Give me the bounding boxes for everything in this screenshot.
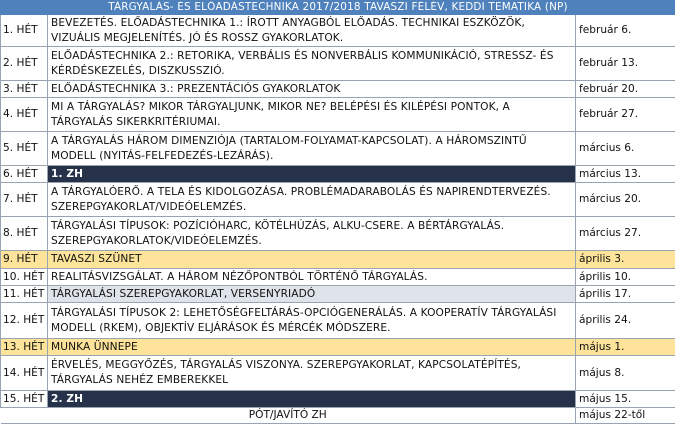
week-cell: 6. HÉT [1,166,48,183]
table-row [1,98,675,132]
topic-cell: REALITÁSVIZSGÁLAT. A HÁROM NÉZŐPONTBÓL TÖRTÉNŐ TÁRGYALÁS. [48,269,576,286]
date-cell: április 3. [576,251,675,269]
table-row [1,303,675,339]
date-cell: május 1. [576,339,675,356]
date-cell: április 24. [576,303,675,339]
week-cell: 3. HÉT [1,81,48,98]
date-cell: március 6. [576,132,675,166]
topic-cell: A TÁRGYALÓERŐ. A TELA ÉS KIDOLGOZÁSA. PROBLÉMADARABOLÁS ÉS NAPIRENDTERVEZÉS. SZEREPGYAKORLAT/VIDEÓELEMZÉS. [48,183,576,217]
date-cell: március 27. [576,217,675,251]
topic-cell: TÁRGYALÁSI SZEREPGYAKORLAT, VERSENYRIADÓ [48,286,576,303]
week-cell: 14. HÉT [1,356,48,391]
table-row [1,391,675,408]
exam-cell: 1. ZH [48,166,576,183]
holiday-cell: MUNKA ÜNNEPE [48,339,576,356]
table-title: TÁRGYALÁS- ÉS ELŐADÁSTECHNIKA 2017/2018 TAVASZI FÉLÉV, KEDDI TEMATIKA (NP) [1,1,675,15]
topic-cell: ÉRVELÉS, MEGGYŐZÉS, TÁRGYALÁS VISZONYA. SZEREPGYAKORLAT, KAPCSOLATÉPÍTÉS, TÁRGYALÁS NEHÉZ EMBEREKKEL [48,356,576,391]
week-cell: 12. HÉT [1,303,48,339]
topic-cell: MI A TÁRGYALÁS? MIKOR TÁRGYALJUNK, MIKOR NE? BELÉPÉSI ÉS KILÉPÉSI PONTOK, A TÁRGYALÁS SIKERKRITÉRIUMAI. [48,98,576,132]
date-cell: március 20. [576,183,675,217]
date-cell: május 8. [576,356,675,391]
week-cell: 1. HÉT [1,15,48,47]
date-cell: május 15. [576,391,675,408]
table-row [1,47,675,81]
table-row [1,269,675,286]
topic-cell: TÁRGYALÁSI TÍPUSOK: POZÍCIÓHARC, KÖTÉLHÚZÁS, ALKU-CSERE. A BÉRTÁRGYALÁS. SZEREPGYAKORLATOK/VIDEÓELEMZÉS. [48,217,576,251]
table-row [1,251,675,269]
table-row [1,356,675,391]
date-cell: február 27. [576,98,675,132]
table-row [1,81,675,98]
week-cell: 5. HÉT [1,132,48,166]
week-cell: 8. HÉT [1,217,48,251]
topic-cell: ELŐADÁSTECHNIKA 3.: PREZENTÁCIÓS GYAKORLATOK [48,81,576,98]
title-row [1,1,675,15]
date-cell: február 20. [576,81,675,98]
table-row [1,286,675,303]
footer-row [1,408,675,424]
table-row [1,339,675,356]
date-cell: április 17. [576,286,675,303]
holiday-cell: TAVASZI SZÜNET [48,251,576,269]
date-cell: február 13. [576,47,675,81]
week-cell: 7. HÉT [1,183,48,217]
exam-cell: 2. ZH [48,391,576,408]
week-cell: 11. HÉT [1,286,48,303]
table-row [1,15,675,47]
topic-cell: TÁRGYALÁSI TÍPUSOK 2: LEHETŐSÉGFELTÁRÁS-OPCIÓGENERÁLÁS. A KOOPERATÍV TÁRGYALÁSI MODELL (RKEM), OBJEKTÍV ELJÁRÁSOK ÉS MÉRCÉK MÓDSZERE. [48,303,576,339]
topic-cell: ELŐADÁSTECHNIKA 2.: RETORIKA, VERBÁLIS ÉS NONVERBÁLIS KOMMUNIKÁCIÓ, STRESSZ- ÉS KÉRDÉSKEZELÉS, DISZKUSSZIÓ. [48,47,576,81]
week-cell: 15. HÉT [1,391,48,408]
retake-label: PÓT/JAVÍTÓ ZH [1,408,576,424]
week-cell: 10. HÉT [1,269,48,286]
topic-cell: A TÁRGYALÁS HÁROM DIMENZIÓJA (TARTALOM-FOLYAMAT-KAPCSOLAT). A HÁROMSZINTŰ MODELL (NYITÁS-FELFEDEZÉS-LEZÁRÁS). [48,132,576,166]
retake-date: május 22-től [576,408,675,424]
table-row [1,217,675,251]
topic-cell: BEVEZETÉS. ELŐADÁSTECHNIKA 1.: ÍROTT ANYAGBÓL ELŐADÁS. TECHNIKAI ESZKÖZÖK, VIZUÁLIS MEGJELENÍTÉS. JÓ ÉS ROSSZ GYAKORLATOK. [48,15,576,47]
week-cell: 9. HÉT [1,251,48,269]
week-cell: 2. HÉT [1,47,48,81]
date-cell: március 13. [576,166,675,183]
table-row [1,183,675,217]
date-cell: február 6. [576,15,675,47]
date-cell: április 10. [576,269,675,286]
table-row [1,166,675,183]
week-cell: 13. HÉT [1,339,48,356]
week-cell: 4. HÉT [1,98,48,132]
table-row [1,132,675,166]
